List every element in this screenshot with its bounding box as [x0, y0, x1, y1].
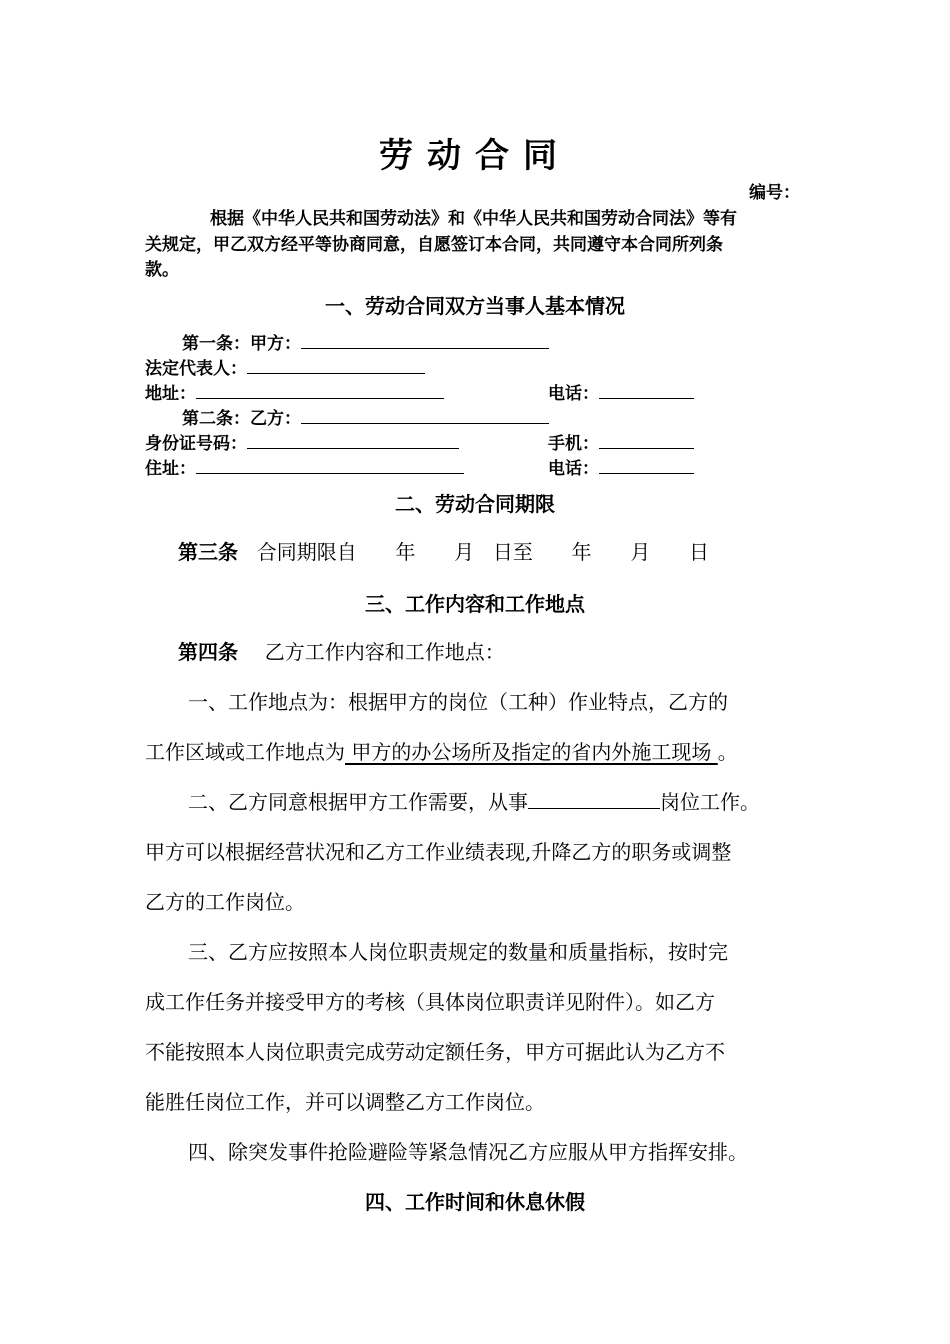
intro-line-2: 关规定，甲乙双方经平等协商同意，自愿签订本合同，共同遵守本合同所列条 — [145, 235, 723, 255]
article-4-row — [178, 636, 505, 665]
term-month-1: 月 — [454, 540, 475, 564]
position-suffix: 岗位工作。 — [660, 790, 760, 814]
position-line-3: 乙方的工作岗位。 — [145, 890, 305, 914]
mobile-label: 手机： — [548, 434, 599, 454]
contract-term-row — [178, 536, 709, 565]
phone-a-row — [548, 379, 694, 404]
article-4-text: 乙方工作内容和工作地点： — [264, 640, 505, 664]
phone-a-label: 电话： — [548, 384, 599, 404]
duty-line-1: 三、乙方应按照本人岗位职责规定的数量和质量指标，按时完 — [188, 940, 728, 964]
duty-line-4: 能胜任岗位工作，并可以调整乙方工作岗位。 — [145, 1090, 545, 1114]
work-place-prefix: 工作区域或工作地点为 — [145, 740, 345, 764]
residence-field[interactable] — [196, 457, 464, 474]
term-year-1: 年 — [395, 540, 416, 564]
term-month-2: 月 — [630, 540, 651, 564]
emergency-line: 四、除突发事件抢险避险等紧急情况乙方应服从甲方指挥安排。 — [188, 1140, 748, 1164]
article-4-label: 第四条 — [178, 640, 238, 664]
article-3-label: 第三条 — [178, 540, 238, 564]
document-title: 劳动合同 — [379, 136, 571, 176]
section-4-heading: 四、工作时间和休息休假 — [365, 1190, 585, 1214]
mobile-field[interactable] — [599, 432, 694, 449]
address-label: 地址： — [145, 384, 196, 404]
phone-b-field[interactable] — [599, 457, 694, 474]
section-1-heading: 一、劳动合同双方当事人基本情况 — [325, 294, 625, 318]
phone-b-row — [548, 454, 694, 479]
party-a-label: 第一条：甲方： — [182, 334, 301, 354]
intro-line-3: 款。 — [145, 260, 179, 280]
intro-line-1: 根据《中华人民共和国劳动法》和《中华人民共和国劳动合同法》等有 — [210, 209, 737, 229]
id-number-row — [145, 429, 459, 454]
term-day-2: 日 — [689, 540, 710, 564]
party-a-row — [182, 329, 549, 354]
id-number-label: 身份证号码： — [145, 434, 247, 454]
id-number-field[interactable] — [247, 432, 459, 449]
duty-line-2: 成工作任务并接受甲方的考核（具体岗位职责详见附件）。如乙方 — [145, 990, 715, 1014]
work-place-line-1: 一、工作地点为：根据甲方的岗位（工种）作业特点，乙方的 — [188, 690, 728, 714]
position-field[interactable] — [528, 792, 660, 809]
position-line-1 — [188, 786, 760, 815]
term-day-to: 日至 — [492, 540, 533, 564]
residence-label: 住址： — [145, 459, 196, 479]
work-place-line-2 — [145, 736, 738, 765]
term-from-text: 合同期限自 — [256, 540, 357, 564]
section-2-heading: 二、劳动合同期限 — [395, 492, 555, 516]
party-a-field[interactable] — [301, 332, 549, 349]
address-field[interactable] — [196, 382, 444, 399]
work-place-value: 甲方的办公场所及指定的省内外施工现场 — [345, 740, 718, 764]
term-year-2: 年 — [571, 540, 592, 564]
residence-row — [145, 454, 464, 479]
phone-a-field[interactable] — [599, 382, 694, 399]
party-b-field[interactable] — [301, 407, 549, 424]
legal-rep-label: 法定代表人： — [145, 359, 247, 379]
party-b-row — [182, 404, 549, 429]
position-line-2: 甲方可以根据经营状况和乙方工作业绩表现,升降乙方的职务或调整 — [145, 840, 732, 864]
legal-rep-row — [145, 354, 425, 379]
address-row — [145, 379, 444, 404]
mobile-row — [548, 429, 694, 454]
section-3-heading: 三、工作内容和工作地点 — [365, 592, 585, 616]
duty-line-3: 不能按照本人岗位职责完成劳动定额任务，甲方可据此认为乙方不 — [145, 1040, 725, 1064]
serial-number-label: 编号： — [749, 183, 800, 203]
work-place-suffix: 。 — [717, 740, 738, 764]
legal-rep-field[interactable] — [247, 357, 425, 374]
position-prefix: 二、乙方同意根据甲方工作需要，从事 — [188, 790, 528, 814]
party-b-label: 第二条：乙方： — [182, 409, 301, 429]
phone-b-label: 电话： — [548, 459, 599, 479]
